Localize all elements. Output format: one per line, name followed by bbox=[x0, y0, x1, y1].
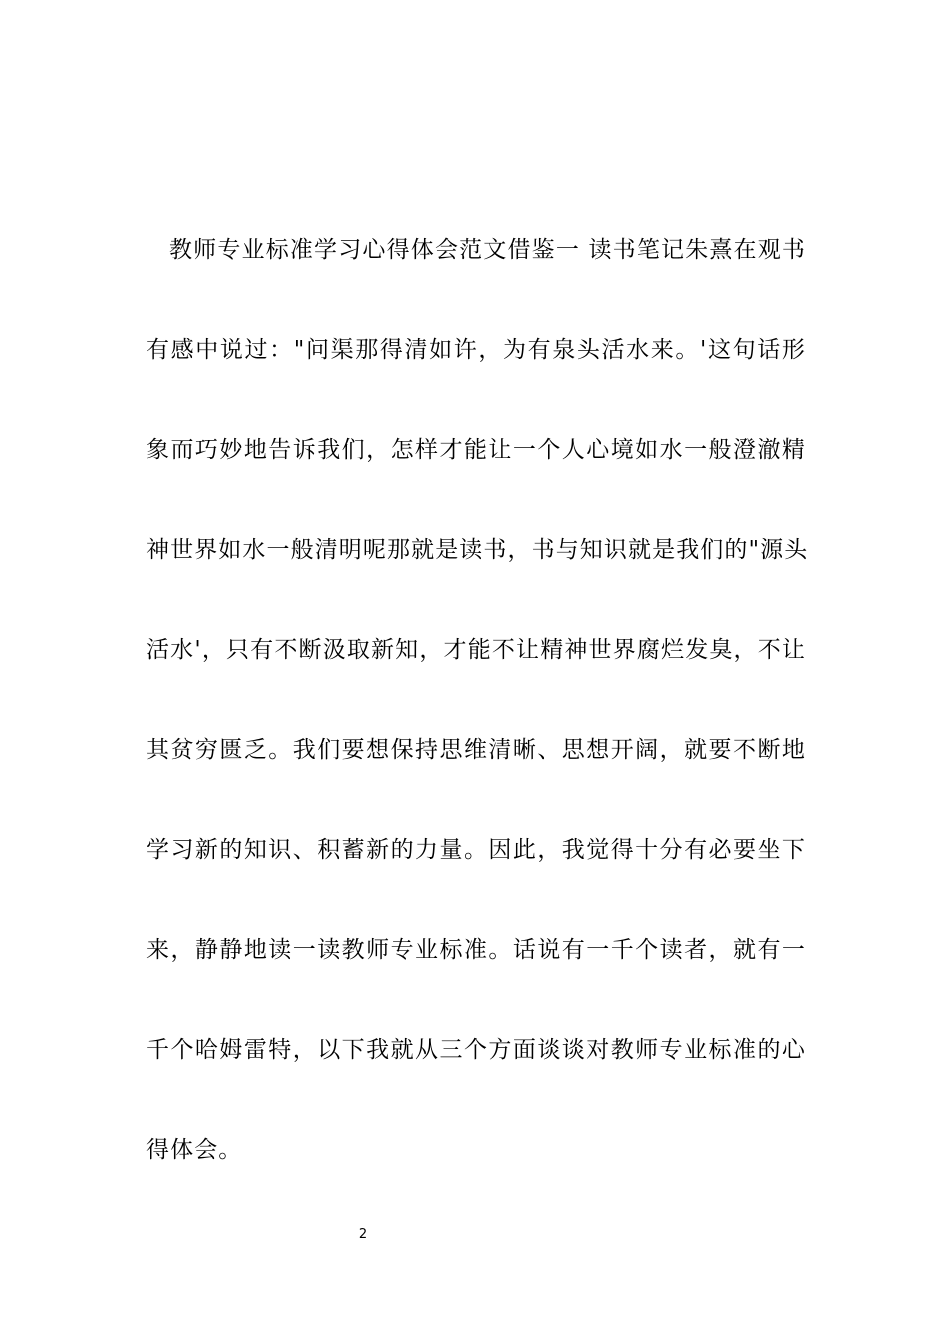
text-line: 神世界如水一般清明呢那就是读书，书与知识就是我们的"源头 bbox=[146, 537, 809, 563]
text-line: 来，静静地读一读教师专业标准。话说有一千个读者，就有一 bbox=[146, 937, 806, 963]
text-line: 学习新的知识、积蓄新的力量。因此，我觉得十分有必要坐下 bbox=[146, 837, 806, 863]
body-paragraph bbox=[146, 228, 809, 1228]
text-line: 千个哈姆雷特，以下我就从三个方面谈谈对教师专业标准的心 bbox=[146, 1037, 806, 1063]
page-number: 2 bbox=[358, 1227, 368, 1242]
text-line: 其贫穷匮乏。我们要想保持思维清晰、思想开阔，就要不断地 bbox=[146, 737, 806, 763]
text-line: 有感中说过："问渠那得清如许，为有泉头活水来。'这句话形 bbox=[146, 337, 806, 363]
text-line: 象而巧妙地告诉我们，怎样才能让一个人心境如水一般澄澈精 bbox=[146, 437, 806, 463]
text-line: 得体会。 bbox=[146, 1137, 243, 1163]
text-line: 活水'，只有不断汲取新知，才能不让精神世界腐烂发臭，不让 bbox=[146, 637, 806, 663]
text-line: 教师专业标准学习心得体会范文借鉴一 读书笔记朱熹在观书 bbox=[169, 237, 806, 263]
